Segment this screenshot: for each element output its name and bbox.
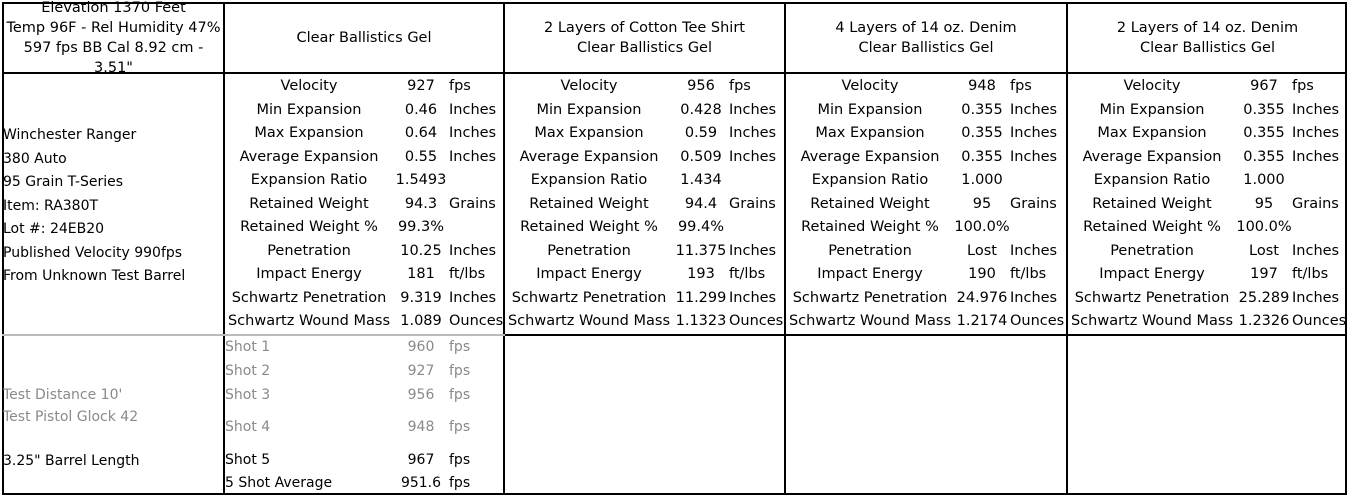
shot-label: Shot 4	[225, 419, 271, 435]
metric-value: 181	[407, 266, 435, 282]
shot-label: Shot 3	[225, 387, 271, 403]
metric-value: 1.000	[1243, 172, 1285, 188]
metric-label: Average Expansion	[239, 148, 379, 165]
table-row	[786, 75, 1066, 99]
metric-label: Schwartz Wound Mass	[507, 313, 671, 329]
table-row	[786, 310, 1066, 334]
metric-value: 1.1323	[675, 313, 727, 329]
column-header-line: Clear Ballistics Gel	[858, 40, 994, 56]
table-row	[786, 216, 1066, 240]
metric-value: 0.64	[404, 125, 438, 141]
table-row	[225, 122, 503, 146]
metric-value: 0.355	[961, 101, 1003, 118]
column-header-line: 2 Layers of 14 oz. Denim	[1116, 20, 1299, 36]
metric-label: Max Expansion	[534, 125, 644, 141]
shot-unit: fps	[449, 363, 471, 379]
metric-value: 0.355	[961, 125, 1003, 141]
table-row	[1068, 216, 1347, 240]
metric-unit: Inches	[1292, 125, 1340, 141]
table-row	[225, 263, 503, 287]
column-header-4	[1068, 4, 1347, 72]
metric-label: Average Expansion	[800, 148, 940, 165]
table-row	[1068, 146, 1347, 170]
metric-label: Impact Energy	[256, 266, 362, 282]
metric-label: Min Expansion	[1099, 101, 1205, 118]
test-info-line: Test Pistol Glock 42	[3, 409, 139, 425]
metric-unit: Grains	[729, 195, 776, 212]
metric-unit: Inches	[729, 289, 777, 306]
table-row	[505, 75, 784, 99]
table-row	[225, 146, 503, 170]
column-header-line: Clear Ballistics Gel	[576, 40, 713, 56]
metric-label: Average Expansion	[1082, 148, 1222, 165]
metric-value: 9.319	[400, 289, 442, 306]
table-row	[786, 146, 1066, 170]
table-row	[225, 193, 503, 217]
metric-label: Velocity	[560, 78, 618, 94]
metric-value: 100.0%	[1236, 219, 1292, 235]
ammo-info-line: Published Velocity 990fps	[3, 244, 183, 261]
table-row	[1068, 169, 1347, 193]
conditions-line: Temp 96F - Rel Humidity 47%	[6, 20, 221, 36]
table-row	[505, 287, 784, 311]
metric-unit: Inches	[1292, 101, 1340, 118]
shot-label: Shot 1	[225, 339, 271, 355]
metric-value: 1.434	[680, 172, 722, 188]
metric-label: Impact Energy	[536, 266, 642, 282]
metric-unit: Inches	[449, 289, 497, 306]
metric-value: 0.46	[404, 101, 438, 118]
metric-value: 95	[1254, 195, 1274, 212]
metric-unit: Inches	[449, 148, 497, 165]
metric-label: Schwartz Penetration	[792, 289, 948, 306]
metric-value: 0.59	[684, 125, 718, 141]
shot-value: 967	[407, 452, 435, 468]
table-row	[1068, 75, 1347, 99]
shot-value: 927	[407, 363, 435, 379]
metric-unit: fps	[1010, 78, 1032, 94]
metric-value: 1.2174	[956, 313, 1008, 329]
barrel-length: 3.25" Barrel Length	[3, 453, 140, 469]
metric-value: 956	[687, 78, 715, 94]
metric-label: Retained Weight	[249, 195, 369, 212]
metric-unit: Ounces	[1010, 313, 1065, 329]
table-row	[505, 146, 784, 170]
shot-label: 5 Shot Average	[225, 475, 333, 491]
metric-label: Schwartz Wound Mass	[1070, 313, 1234, 329]
metric-label: Retained Weight	[810, 195, 930, 212]
metric-unit: Ounces	[449, 313, 504, 329]
conditions-line: Elevation 1370 Feet	[41, 0, 186, 16]
metric-label: Retained Weight	[1092, 195, 1212, 212]
table-row	[1068, 263, 1347, 287]
test-info-line: Test Distance 10'	[3, 387, 123, 403]
table-row	[505, 263, 784, 287]
metric-value: 0.509	[680, 148, 722, 165]
metric-label: Schwartz Penetration	[1074, 289, 1230, 306]
metric-value: 0.428	[680, 101, 722, 118]
table-row	[505, 240, 784, 264]
metric-unit: fps	[729, 78, 751, 94]
shot-unit: fps	[449, 419, 471, 435]
metric-label: Velocity	[1123, 78, 1181, 94]
metric-label: Min Expansion	[536, 101, 642, 118]
column-header-1	[225, 4, 503, 72]
metric-label: Penetration	[828, 242, 912, 259]
metric-label: Expansion Ratio	[1093, 172, 1211, 188]
metric-label: Retained Weight %	[520, 219, 658, 235]
metric-value: 0.355	[961, 148, 1003, 165]
metric-value: 0.55	[404, 148, 438, 165]
metric-unit: Inches	[449, 242, 497, 259]
table-row	[505, 99, 784, 123]
metric-unit: Inches	[1010, 125, 1058, 141]
metric-label: Schwartz Penetration	[511, 289, 667, 306]
metric-value: 0.355	[1243, 148, 1285, 165]
table-row	[225, 99, 503, 123]
metric-unit: Inches	[1010, 148, 1058, 165]
ammo-info-line: From Unknown Test Barrel	[3, 268, 186, 284]
metric-unit: Inches	[729, 148, 777, 165]
shot-label: Shot 5	[225, 452, 271, 468]
table-row	[225, 310, 503, 334]
table-row	[1068, 99, 1347, 123]
table-row	[505, 216, 784, 240]
table-row	[1068, 122, 1347, 146]
table-row	[786, 287, 1066, 311]
metric-value: 190	[968, 266, 996, 282]
metric-label: Schwartz Wound Mass	[788, 313, 952, 329]
metric-label: Retained Weight	[529, 195, 649, 212]
metric-value: 1.5493	[395, 172, 447, 188]
metric-unit: Grains	[1010, 195, 1057, 212]
metric-label: Max Expansion	[254, 125, 364, 141]
metric-label: Expansion Ratio	[530, 172, 648, 188]
table-row	[225, 287, 503, 311]
metric-unit: Grains	[449, 195, 496, 212]
metric-label: Max Expansion	[1097, 125, 1207, 141]
metric-label: Min Expansion	[256, 101, 362, 118]
metric-value: 197	[1250, 266, 1278, 282]
metric-value: 100.0%	[954, 219, 1010, 235]
table-row	[786, 122, 1066, 146]
metric-value: 95	[972, 195, 992, 212]
table-row	[786, 263, 1066, 287]
section-divider-left	[2, 334, 505, 336]
metric-value: 1.089	[400, 313, 442, 329]
table-row	[505, 193, 784, 217]
metric-label: Retained Weight %	[1083, 219, 1221, 235]
ammo-info-line: Lot #: 24EB20	[3, 221, 105, 237]
metric-label: Expansion Ratio	[811, 172, 929, 188]
metric-unit: Inches	[729, 242, 777, 259]
column-header-3	[786, 4, 1066, 72]
shot-unit: fps	[449, 452, 471, 468]
ammo-info-line: 95 Grain T-Series	[3, 174, 124, 190]
metric-label: Penetration	[1110, 242, 1194, 259]
metric-value: 0.355	[1243, 101, 1285, 118]
table-row	[505, 310, 784, 334]
metric-unit: fps	[449, 78, 471, 94]
metric-value: 193	[687, 266, 715, 282]
table-row	[1068, 193, 1347, 217]
metric-label: Velocity	[841, 78, 899, 94]
column-header-line: 2 Layers of Cotton Tee Shirt	[544, 20, 745, 36]
metric-label: Schwartz Wound Mass	[227, 313, 391, 329]
ammo-info-line: 380 Auto	[3, 150, 67, 167]
table-row	[1068, 310, 1347, 334]
table-row	[225, 240, 503, 264]
metric-value: 11.375	[675, 242, 727, 259]
metric-unit: Grains	[1292, 195, 1339, 212]
metric-label: Retained Weight %	[240, 219, 378, 235]
shot-value: 948	[407, 419, 435, 435]
metric-value: 94.3	[404, 195, 438, 212]
table-row	[225, 75, 503, 99]
column-header-line: Clear Ballistics Gel	[1139, 40, 1276, 56]
shot-unit: fps	[449, 387, 471, 403]
table-row	[786, 193, 1066, 217]
metric-unit: fps	[1292, 78, 1314, 94]
metric-label: Impact Energy	[817, 266, 923, 282]
metric-unit: ft/lbs	[1010, 266, 1047, 282]
metric-unit: ft/lbs	[449, 266, 486, 282]
metric-label: Impact Energy	[1099, 266, 1205, 282]
metric-value: 1.2326	[1238, 313, 1290, 329]
metric-value: 94.4	[684, 195, 718, 212]
shot-label: Shot 2	[225, 363, 271, 379]
ammo-info	[3, 124, 185, 289]
column-header-line: 4 Layers of 14 oz. Denim	[835, 20, 1017, 36]
ammo-info-line: Item: RA380T	[3, 197, 99, 214]
conditions-line: 597 fps BB Cal 8.92 cm - 3.51"	[23, 40, 204, 76]
metric-unit: ft/lbs	[729, 266, 766, 282]
metric-value: Lost	[1249, 242, 1279, 259]
metric-label: Average Expansion	[519, 148, 659, 165]
metric-value: 967	[1250, 78, 1278, 94]
metric-label: Penetration	[547, 242, 631, 259]
metric-label: Penetration	[267, 242, 351, 259]
metric-unit: Inches	[1010, 101, 1058, 118]
column-header-2	[505, 4, 784, 72]
section-divider	[505, 334, 1347, 336]
metric-unit: Inches	[449, 101, 497, 118]
shot-unit: fps	[449, 339, 471, 355]
metric-value: Lost	[967, 242, 997, 259]
ammo-info-line: Winchester Ranger	[3, 127, 137, 143]
metric-unit: Inches	[1292, 242, 1340, 259]
metric-value: 11.299	[675, 289, 727, 306]
metric-value: 0.355	[1243, 125, 1285, 141]
metric-value: 948	[968, 78, 996, 94]
metric-value: 25.289	[1238, 289, 1290, 306]
shot-value: 956	[407, 387, 435, 403]
metric-unit: Inches	[1292, 148, 1340, 165]
metric-unit: Inches	[729, 125, 777, 141]
metric-unit: Inches	[729, 101, 777, 118]
metric-label: Expansion Ratio	[250, 172, 368, 188]
shot-value: 951.6	[400, 475, 442, 491]
metric-label: Min Expansion	[817, 101, 923, 118]
metric-label: Velocity	[280, 78, 338, 94]
metric-value: 1.000	[961, 172, 1003, 188]
table-row	[225, 216, 503, 240]
metric-value: 99.4%	[677, 219, 725, 235]
table-row	[505, 122, 784, 146]
column-header-line: Clear Ballistics Gel	[296, 30, 432, 46]
metric-label: Schwartz Penetration	[231, 289, 387, 306]
metric-value: 24.976	[956, 289, 1008, 306]
metric-unit: ft/lbs	[1292, 266, 1329, 282]
test-info	[3, 384, 138, 428]
metric-unit: Inches	[1010, 289, 1058, 306]
metric-label: Max Expansion	[815, 125, 925, 141]
table-row	[786, 169, 1066, 193]
table-row	[225, 169, 503, 193]
metric-value: 99.3%	[397, 219, 445, 235]
metric-value: 10.25	[400, 242, 442, 259]
metric-unit: Inches	[1292, 289, 1340, 306]
metric-unit: Ounces	[729, 313, 784, 329]
table-row	[786, 99, 1066, 123]
conditions-header	[4, 0, 223, 76]
metric-unit: Inches	[1010, 242, 1058, 259]
shot-unit: fps	[449, 475, 471, 491]
table-row	[1068, 240, 1347, 264]
table-row	[786, 240, 1066, 264]
table-row	[1068, 287, 1347, 311]
metric-value: 927	[407, 78, 435, 94]
metric-unit: Ounces	[1292, 313, 1347, 329]
table-row	[505, 169, 784, 193]
metric-unit: Inches	[449, 125, 497, 141]
shot-value: 960	[407, 339, 435, 355]
metric-label: Retained Weight %	[801, 219, 939, 235]
